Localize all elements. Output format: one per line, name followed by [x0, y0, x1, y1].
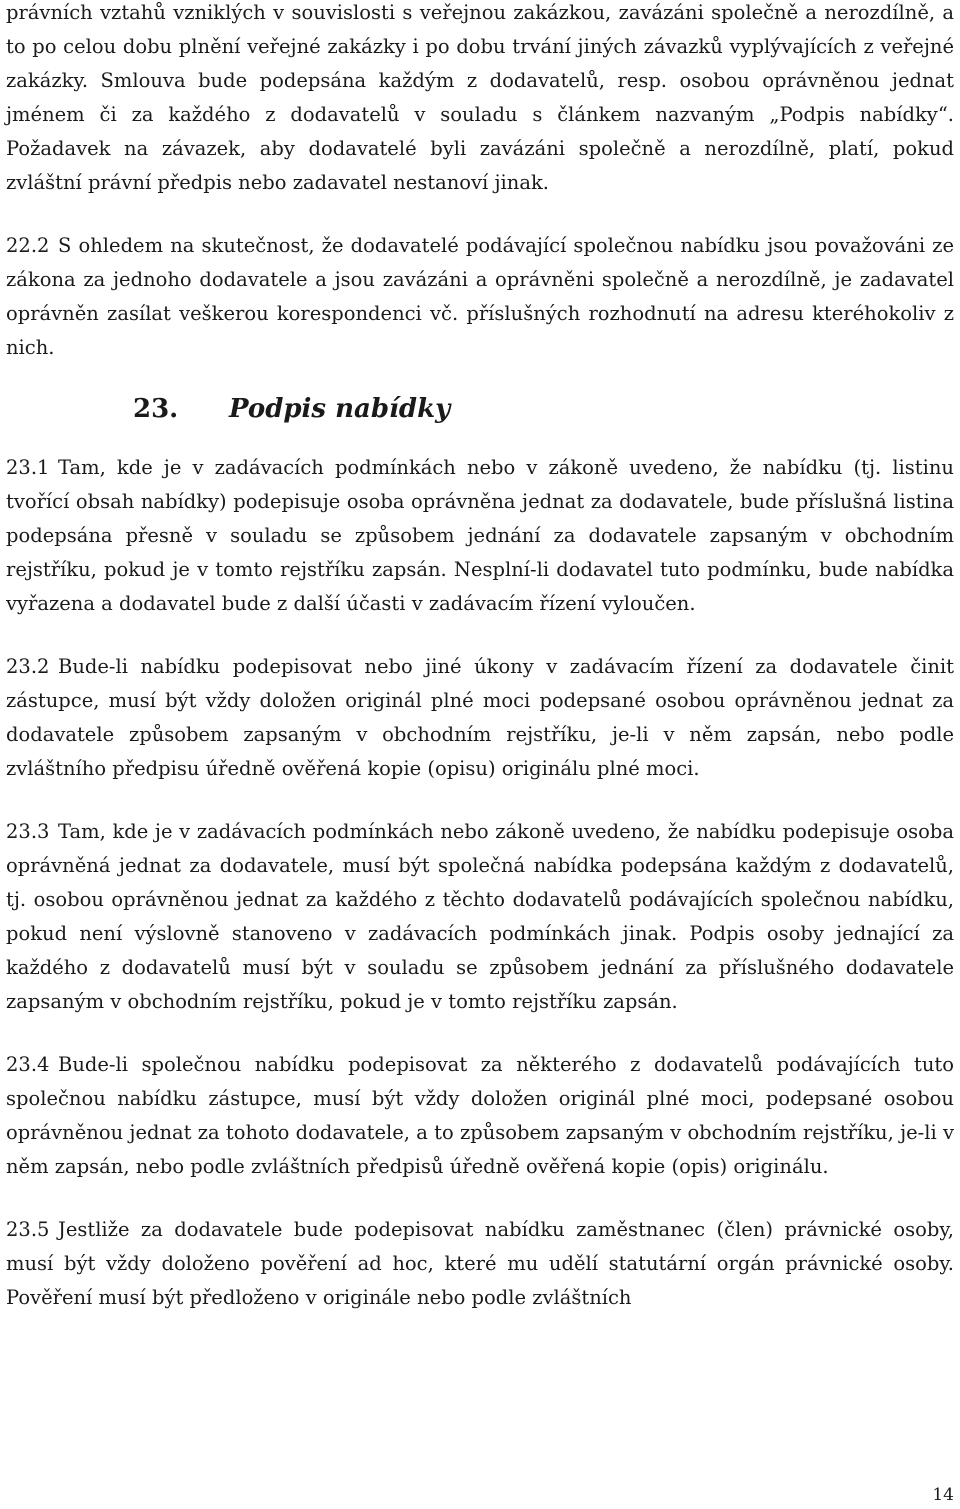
paragraph-23-5	[6, 1213, 954, 1315]
section-number: 23.	[133, 394, 179, 424]
paragraph-23-3	[6, 815, 954, 1019]
document-page	[6, 0, 954, 1315]
intro-paragraph	[6, 0, 954, 200]
intro-text: právních vztahů vzniklých v souvislosti s veřejnou zakázkou, zavázáni společně a nerozdílně, a to po celou dobu plnění veřejné zakázky i po dobu trvání jiných závazků vyplývajících z veřejné zakázky. Smlouva bude podepsána každým z dodavatelů, resp. osobou oprávněnou jednat jménem či za každého z dodavatelů v souladu s článkem nazvaným „Podpis nabídky“. Požadavek na závazek, aby dodavatelé byli zavázáni společně a nerozdílně, platí, pokud zvláštní právní předpis nebo zadavatel nestanoví jinak.	[6, 1, 954, 194]
paragraph-22-2	[6, 229, 954, 365]
paragraph-number: 23.4	[6, 1053, 50, 1076]
paragraph-text: Tam, kde je v zadávacích podmínkách nebo v zákoně uvedeno, že nabídku (tj. listinu tvořící obsah nabídky) podepisuje osoba oprávněna jednat za dodavatele, bude příslušná listina podepsána přesně v souladu se způsobem jednání za dodavatele zapsaným v obchodním rejstříku, pokud je v tomto rejstříku zapsán. Nesplní-li dodavatel tuto podmínku, bude nabídka vyřazena a dodavatel bude z další účasti v zadávacím řízení vyloučen.	[6, 456, 954, 615]
paragraph-number: 23.2	[6, 655, 50, 678]
paragraph-text: Jestliže za dodavatele bude podepisovat nabídku zaměstnanec (člen) právnické osoby, musí být vždy doloženo pověření ad hoc, které mu udělí statutární orgán právnické osoby. Pověření musí být předloženo v originále nebo podle zvláštních	[6, 1218, 954, 1309]
paragraph-23-2	[6, 650, 954, 786]
paragraph-text: S ohledem na skutečnost, že dodavatelé podávající společnou nabídku jsou považováni ze zákona za jednoho dodavatele a jsou zavázáni a oprávněni společně a nerozdílně, je zadavatel oprávněn zasílat veškerou korespondenci vč. příslušných rozhodnutí na adresu kteréhokoliv z nich.	[6, 234, 954, 359]
paragraph-text: Bude-li nabídku podepisovat nebo jiné úkony v zadávacím řízení za dodavatele činit zástupce, musí být vždy doložen originál plné moci podepsané osobou oprávněnou jednat za dodavatele způsobem zapsaným v obchodním rejstříku, je-li v něm zapsán, nebo podle zvláštního předpisu úředně ověřená kopie (opisu) originálu plné moci.	[6, 655, 954, 780]
page-number: 14	[932, 1485, 954, 1505]
section-heading-23	[6, 389, 954, 429]
paragraph-number: 23.5	[6, 1218, 50, 1241]
paragraph-number: 23.3	[6, 820, 50, 843]
section-title: Podpis nabídky	[229, 394, 451, 424]
paragraph-number: 23.1	[6, 456, 50, 479]
paragraph-number: 22.2	[6, 234, 50, 257]
paragraph-23-4	[6, 1048, 954, 1184]
paragraph-text: Bude-li společnou nabídku podepisovat za některého z dodavatelů podávajících tuto společnou nabídku zástupce, musí být vždy doložen originál plné moci, podepsané osobou oprávněnou jednat za tohoto dodavatele, a to způsobem zapsaným v obchodním rejstříku, je-li v něm zapsán, nebo podle zvláštních předpisů úředně ověřená kopie (opis) originálu.	[6, 1053, 954, 1178]
paragraph-text: Tam, kde je v zadávacích podmínkách nebo zákoně uvedeno, že nabídku podepisuje osoba oprávněná jednat za dodavatele, musí být společná nabídka podepsána každým z dodavatelů, tj. osobou oprávněnou jednat za každého z těchto dodavatelů podávajících společnou nabídku, pokud není výslovně stanoveno v zadávacích podmínkách jinak. Podpis osoby jednající za každého z dodavatelů musí být v souladu se způsobem jednání za příslušného dodavatele zapsaným v obchodním rejstříku, pokud je v tomto rejstříku zapsán.	[6, 820, 954, 1013]
paragraph-23-1	[6, 451, 954, 621]
